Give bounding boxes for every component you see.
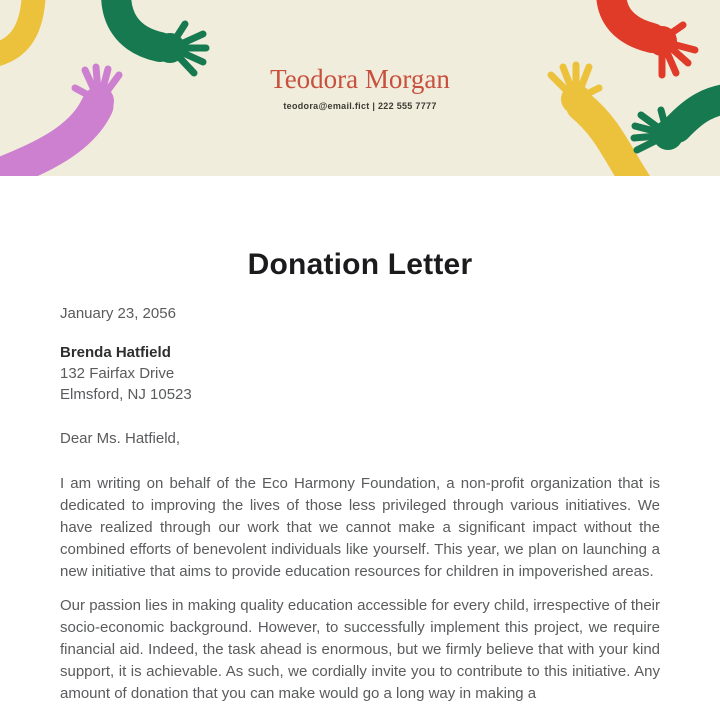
salutation: Dear Ms. Hatfield, [60, 430, 181, 447]
letterhead-text [0, 0, 720, 111]
letter-date: January 23, 2056 [60, 305, 176, 322]
paragraph-2: Our passion lies in making quality education accessible for every child, irrespective of their socio-economic background. However, to successfully implement this project, we require financial aid. Indeed, the task ahead is enormous, but we firmly believe that with your kind support, it is achievable. As such, we cordially invite you to contribute to this initiative. Any amount of donation that you can make would go a long way in making a [60, 597, 660, 702]
sender-contact: teodora@email.fict | 222 555 7777 [283, 101, 437, 111]
recipient-block [60, 342, 660, 405]
recipient-address-line1: 132 Fairfax Drive [60, 365, 175, 382]
recipient-name: Brenda Hatfield [60, 344, 171, 361]
recipient-address-line2: Elmsford, NJ 10523 [60, 386, 192, 403]
letter-body [0, 248, 720, 705]
page-title: Donation Letter [247, 248, 473, 281]
letterhead [0, 0, 720, 176]
paragraph-1: I am writing on behalf of the Eco Harmony Foundation, a non-profit organization that is dedicated to improving the lives of those less privileged through various initiatives. We have realized through our work that we cannot make a significant impact without the combined efforts of benevolent individuals like yourself. This year, we plan on launching a new initiative that aims to provide education resources for children in impoverished areas. [60, 475, 660, 580]
sender-name: Teodora Morgan [270, 64, 450, 94]
